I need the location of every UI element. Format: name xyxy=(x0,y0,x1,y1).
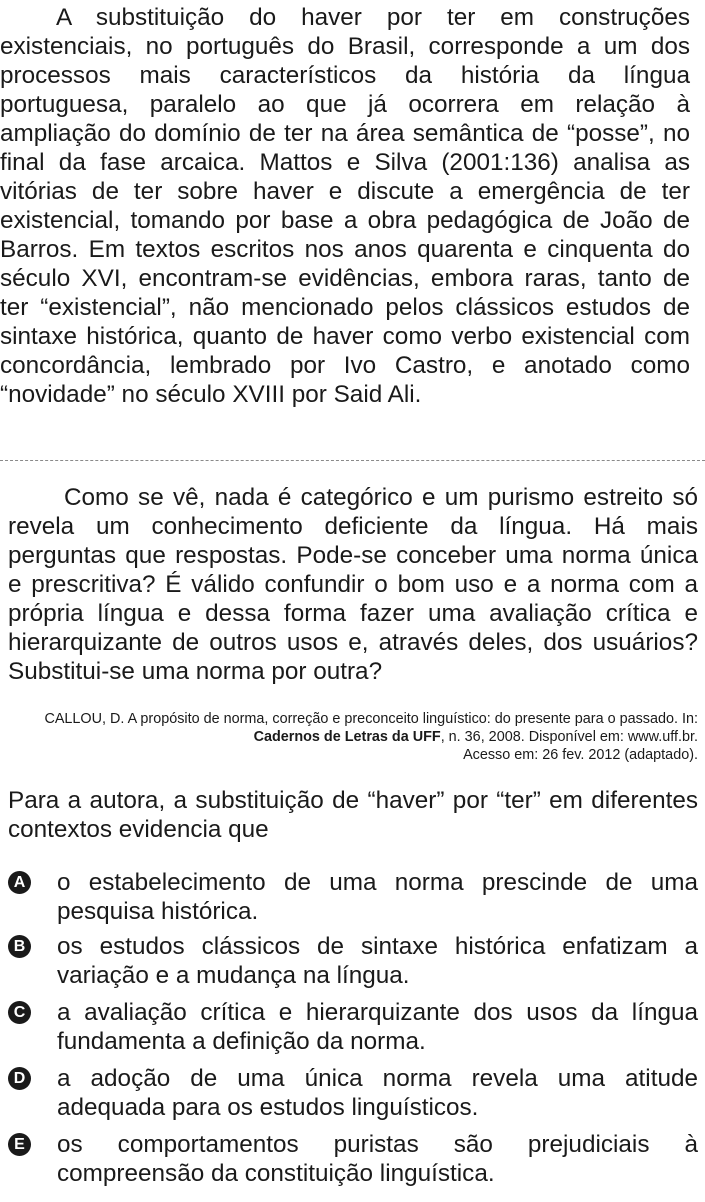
option-text-a: o estabelecimento de uma norma prescinde de uma pesquisa histórica. xyxy=(57,869,698,925)
answer-option-c[interactable] xyxy=(8,998,698,1056)
question-stem: Para a autora, a substituição de “haver” por “ter” em diferentes contextos evidencia que xyxy=(8,787,698,843)
answer-option-e[interactable] xyxy=(8,1130,698,1188)
citation-text-1: CALLOU, D. A propósito de norma, correção e preconceito linguístico: do presente para o passado. In: xyxy=(44,711,698,727)
option-text-c: a avaliação crítica e hierarquizante dos usos da língua fundamenta a definição da norma. xyxy=(57,999,698,1055)
option-letter-d-badge: D xyxy=(8,1067,31,1090)
option-letter-a-badge: A xyxy=(8,871,31,894)
option-text-d: a adoção de uma única norma revela uma atitude adequada para os estudos linguísticos. xyxy=(57,1065,698,1121)
answer-option-d[interactable] xyxy=(8,1064,698,1122)
option-letter-b-badge: B xyxy=(8,935,31,958)
answer-option-b[interactable] xyxy=(8,932,698,990)
citation-text-2: , n. 36, 2008. Disponível em: www.uff.br. xyxy=(440,729,698,745)
option-text-e: os comportamentos puristas são prejudiciais à compreensão da constituição linguística. xyxy=(57,1131,698,1187)
source-citation xyxy=(24,710,698,764)
passage-paragraph-1: A substituição do haver por ter em construções existenciais, no português do Brasil, corresponde a um dos processos mais característicos da história da língua portuguesa, paralelo ao que já ocorrera em relação à ampliação do domínio de ter na área semântica de “posse”, no final da fase arcaica. Mattos e Silva (2001:136) analisa as vitórias de ter sobre haver e discute a emergência de ter existencial, tomando por base a obra pedagógica de João de Barros. Em textos escritos nos anos quarenta e cinquenta do século XVI, encontram-se evidências, embora raras, tanto de ter “existencial”, não mencionado pelos clássicos estudos de sintaxe histórica, quanto de haver como verbo existencial com concordância, lembrado por Ivo Castro, e anotado como “novidade” no século XVIII por Said Ali. xyxy=(0,4,690,408)
passage-paragraph-2: Como se vê, nada é categórico e um purismo estreito só revela um conhecimento deficiente da língua. Há mais perguntas que respostas. Pode-se conceber uma norma única e prescritiva? É válido confundir o bom uso e a norma com a própria língua e dessa forma fazer uma avaliação crítica e hierarquizante de outros usos e, através deles, dos usuários? Substitui-se uma norma por outra? xyxy=(8,484,698,685)
dashed-divider xyxy=(0,460,705,461)
option-letter-c-badge: C xyxy=(8,1001,31,1024)
answer-option-a[interactable] xyxy=(8,868,698,926)
option-letter-e-badge: E xyxy=(8,1133,31,1156)
citation-access-date: Acesso em: 26 fev. 2012 (adaptado). xyxy=(463,747,698,763)
option-text-b: os estudos clássicos de sintaxe histórica enfatizam a variação e a mudança na língua. xyxy=(57,933,698,989)
citation-journal: Cadernos de Letras da UFF xyxy=(253,729,441,745)
